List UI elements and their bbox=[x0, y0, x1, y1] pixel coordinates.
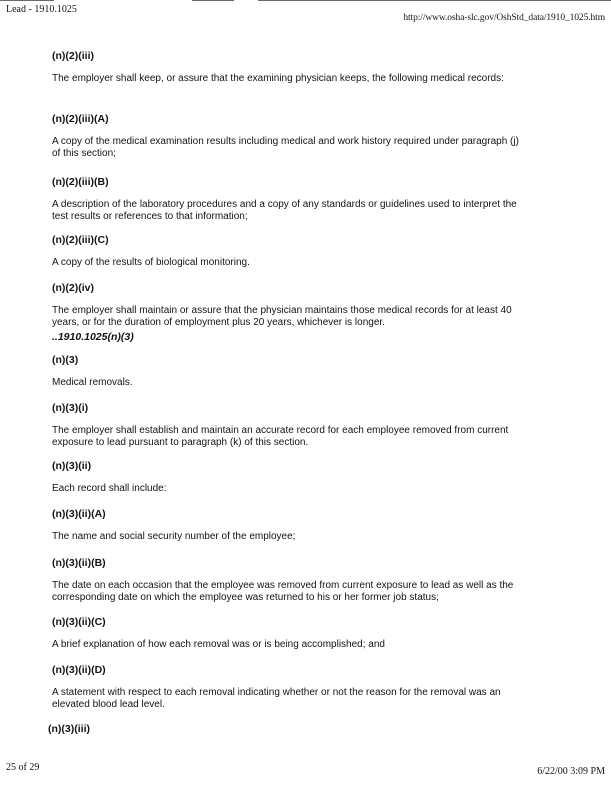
footer-timestamp: 6/22/00 3:09 PM bbox=[537, 766, 605, 777]
header-page-title: Lead - 1910.1025 bbox=[6, 4, 77, 15]
section-heading: (n)(3)(i) bbox=[52, 402, 89, 414]
section-text: A statement with respect to each removal indicating whether or not the reason for the removal was an elevated blood lead level. bbox=[52, 687, 501, 710]
section bbox=[52, 460, 167, 495]
section-text: A brief explanation of how each removal was or is being accomplished; and bbox=[52, 639, 385, 650]
section bbox=[52, 664, 522, 711]
section-text: The name and social security number of the employee; bbox=[52, 531, 296, 542]
section-heading: (n)(3)(iii) bbox=[48, 723, 90, 735]
section-heading: (n)(2)(iii) bbox=[52, 50, 94, 62]
section-heading: (n)(3)(ii)(A) bbox=[52, 508, 106, 520]
section-heading: (n)(3)(ii)(D) bbox=[52, 664, 106, 676]
section-heading: ..1910.1025(n)(3) bbox=[52, 331, 134, 343]
section bbox=[52, 50, 504, 85]
section bbox=[52, 176, 522, 223]
section-text: Each record shall include: bbox=[52, 483, 167, 494]
section-text: A copy of the results of biological monitoring. bbox=[52, 257, 250, 268]
section bbox=[52, 113, 522, 160]
section bbox=[52, 234, 250, 269]
section-text: The employer shall establish and maintain an accurate record for each employee removed from current exposure to lead pursuant to paragraph (k) of this section. bbox=[52, 425, 509, 448]
top-rule-middle bbox=[192, 0, 234, 1]
section bbox=[52, 508, 295, 543]
section bbox=[48, 723, 90, 735]
section-text: The date on each occasion that the employee was removed from current exposure to lead as well as the corresponding date on which the employee was returned to his or her former job status; bbox=[52, 580, 514, 603]
section-text: A description of the laboratory procedures and a copy of any standards or guidelines used to interpret the test results or references to that information; bbox=[52, 199, 517, 222]
footer-page-count: 25 of 29 bbox=[6, 762, 40, 773]
top-rule-left bbox=[0, 0, 54, 1]
section-heading: (n)(3)(ii) bbox=[52, 460, 92, 472]
section-heading: (n)(3) bbox=[52, 354, 79, 366]
top-rule-right bbox=[258, 0, 611, 1]
section bbox=[52, 354, 133, 389]
section-heading: (n)(3)(ii)(B) bbox=[52, 557, 106, 569]
section-heading: (n)(2)(iii)(C) bbox=[52, 234, 109, 246]
section-heading: (n)(3)(ii)(C) bbox=[52, 616, 106, 628]
section-text: Medical removals. bbox=[52, 377, 133, 388]
section-heading: (n)(2)(iv) bbox=[52, 282, 94, 294]
section-text: A copy of the medical examination results including medical and work history required under paragraph (j) of this section; bbox=[52, 136, 519, 159]
section-reference bbox=[52, 331, 134, 343]
section-heading: (n)(2)(iii)(B) bbox=[52, 176, 109, 188]
section bbox=[52, 282, 522, 329]
section bbox=[52, 402, 522, 449]
section bbox=[52, 557, 522, 604]
section-heading: (n)(2)(iii)(A) bbox=[52, 113, 109, 125]
section bbox=[52, 616, 385, 651]
section-text: The employer shall maintain or assure that the physician maintains those medical records for at least 40 years, or for the duration of employment plus 20 years, whichever is longer. bbox=[52, 305, 512, 328]
header-url: http://www.osha-slc.gov/OshStd_data/1910_1025.htm bbox=[403, 13, 605, 23]
section-text: The employer shall keep, or assure that the examining physician keeps, the following medical records: bbox=[52, 73, 504, 84]
